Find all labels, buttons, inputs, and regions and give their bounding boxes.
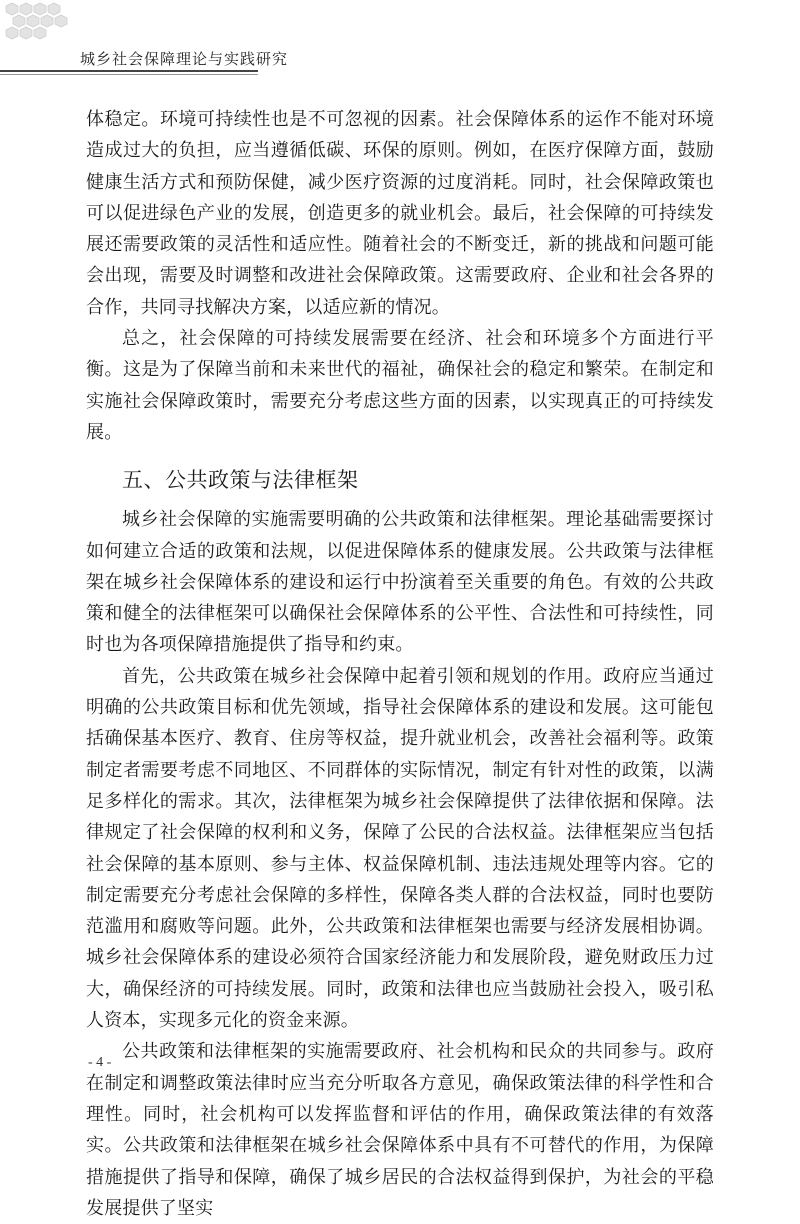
hexagon-pattern-icon [0,0,90,60]
paragraph-4: 首先，公共政策在城乡社会保障中起着引领和规划的作用。政府应当通过明确的公共政策目标和优先领域，指导社会保障体系的建设和发展。这可能包括确保基本医疗、教育、住房等权益，提升就业机会，改善社会福利等。政策制定者需要考虑不同地区、不同群体的实际情况，制定有针对性的政策，以满足多样化的需求。其次，法律框架为城乡社会保障提供了法律依据和保障。法律规定了社会保障的权利和义务，保障了公民的合法权益。法律框架应当包括社会保障的基本原则、参与主体、权益保障机制、违法违规处理等内容。它的制定需要充分考虑社会保障的多样性，保障各类人群的合法权益，同时也要防范滥用和腐败等问题。此外，公共政策和法律框架也需要与经济发展相协调。城乡社会保障体系的建设必须符合国家经济能力和发展阶段，避免财政压力过大，确保经济的可持续发展。同时，政策和法律也应当鼓励社会投入，吸引私人资本，实现多元化的资金来源。 [86,665,714,1032]
paragraph-3: 城乡社会保障的实施需要明确的公共政策和法律框架。理论基础需要探讨如何建立合适的政策和法规，以促进保障体系的健康发展。公共政策与法律框架在城乡社会保障体系的建设和运行中扮演着至关重要的角色。有效的公共政策和健全的法律框架可以确保社会保障体系的公平性、合法性和可持续性，同时也为各项保障措施提供了指导和约束。 [86,509,714,656]
page-body [86,104,714,1224]
running-header-title: 城乡社会保障理论与实践研究 [80,50,289,68]
page-number: - 4 - [88,1055,112,1070]
paragraph-5: 公共政策和法律框架的实施需要政府、社会机构和民众的共同参与。政府在制定和调整政策法律时应当充分听取各方意见，确保政策法律的科学性和合理性。同时，社会机构可以发挥监督和评估的作用，确保政策法律的有效落实。公共政策和法律框架在城乡社会保障体系中具有不可替代的作用，为保障措施提供了指导和保障，确保了城乡居民的合法权益得到保护，为社会的平稳发展提供了坚实 [86,1041,714,1219]
header-rule [0,70,258,72]
paragraph-1: 体稳定。环境可持续性也是不可忽视的因素。社会保障体系的运作不能对环境造成过大的负担，应当遵循低碳、环保的原则。例如，在医疗保障方面，鼓励健康生活方式和预防保健，减少医疗资源的过度消耗。同时，社会保障政策也可以促进绿色产业的发展，创造更多的就业机会。最后，社会保障的可持续发展还需要政策的灵活性和适应性。随着社会的不断变迁，新的挑战和问题可能会出现，需要及时调整和改进社会保障政策。这需要政府、企业和社会各界的合作，共同寻找解决方案，以适应新的情况。 [86,109,714,318]
paragraph-2: 总之，社会保障的可持续发展需要在经济、社会和环境多个方面进行平衡。这是为了保障当前和未来世代的福祉，确保社会的稳定和繁荣。在制定和实施社会保障政策时，需要充分考虑这些方面的因素，以实现真正的可持续发展。 [86,328,714,443]
section-heading: 五、公共政策与法律框架 [122,468,359,493]
header-rule-thin [0,74,258,75]
